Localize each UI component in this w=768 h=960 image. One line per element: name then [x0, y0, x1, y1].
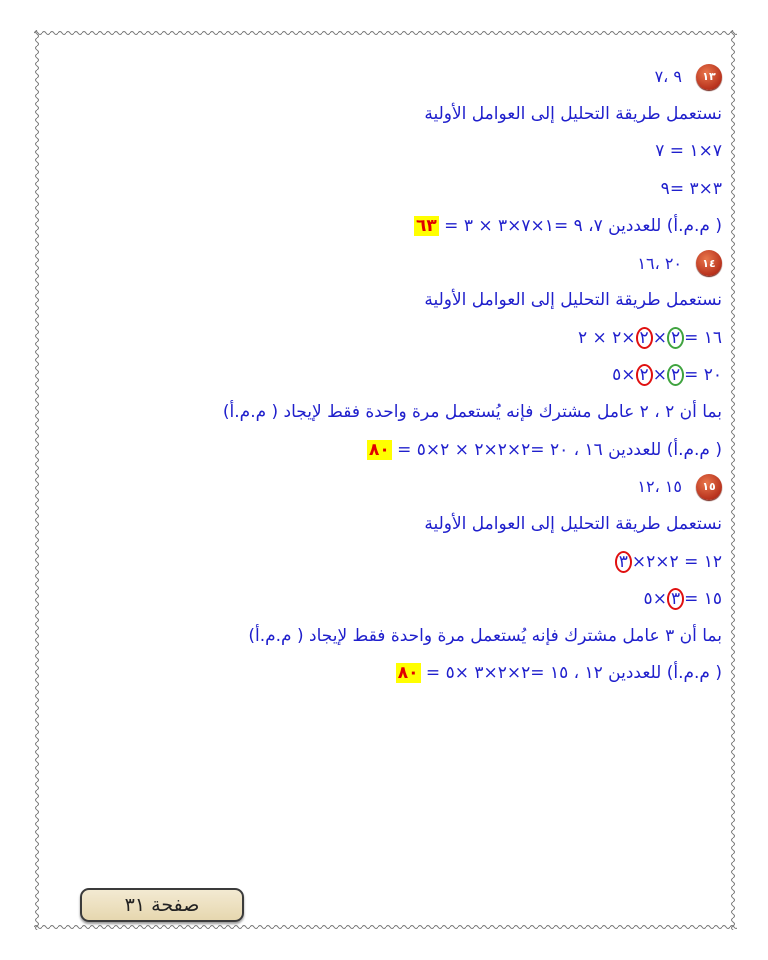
- problem-13-header: [46, 58, 722, 95]
- factorization-line: ٢٠ = ٢ × ٢ ×٥: [612, 365, 722, 386]
- method-text: نستعمل طريقة التحليل إلى العوامل الأولية: [424, 290, 722, 311]
- number-pair: ٩ ،٧: [654, 67, 682, 87]
- lcm-result-line: ( م.م.أ) للعددين ١٢ ، ١٥ = ٢×٢×٣ ×٥ = ٨٠: [397, 663, 722, 684]
- factorization-text: ٧×١ = ٧: [655, 141, 722, 162]
- factorization-left: ٢٠ =: [684, 365, 722, 386]
- problem-14-header: [46, 244, 722, 281]
- factorization-line: [46, 170, 722, 207]
- lcm-result-prefix: ( م.م.أ) للعددين ٧، ٩ =: [553, 215, 722, 236]
- problem-15-header: [46, 468, 722, 505]
- lcm-result-prefix: ( م.م.أ) للعددين ١٦ ، ٢٠ =: [530, 439, 722, 460]
- lcm-result-expression: ٢×٢×٣ ×٥: [445, 663, 531, 684]
- method-line: [46, 506, 722, 543]
- lcm-answer: ٦٣: [415, 215, 437, 236]
- note-text: بما أن ٣ عامل مشترك فإنه يُستعمل مرة واحدة فقط لإيجاد ( م.م.أ): [248, 626, 722, 647]
- factorization-right: ×٥: [612, 365, 636, 386]
- lcm-result-prefix: ( م.م.أ) للعددين ١٢ ، ١٥ =: [530, 663, 722, 684]
- lcm-result-line: ( م.م.أ) للعددين ١٦ ، ٢٠ = ٢×٢×٢ × ٢×٥ = ٨٠: [368, 439, 722, 460]
- circled-common-factor: ٣: [615, 551, 632, 573]
- problem-number-badge: ١٥: [696, 474, 722, 500]
- lcm-answer: ٨٠: [397, 663, 419, 684]
- circled-common-factor: ٢: [667, 364, 684, 386]
- lcm-answer: ٨٠: [368, 439, 390, 460]
- factorization-line: ١٦ = ٢ × ٢ ×٢ × ٢: [577, 327, 722, 348]
- factorization-right: ×٥: [643, 588, 667, 609]
- lcm-result-line: ( م.م.أ) للعددين ٧، ٩ = ١×٧×٣ × ٣ = ٦٣: [415, 215, 722, 236]
- common-factor-note: [46, 394, 722, 431]
- method-line: [46, 282, 722, 319]
- page-number-label: صفحة ٣١: [124, 894, 200, 916]
- factorization-left: ١٥ =: [684, 588, 722, 609]
- page-number-box: [80, 888, 244, 922]
- circled-common-factor: ٢: [667, 327, 684, 349]
- factorization-text: ٣×٣ =٩: [660, 178, 722, 199]
- circled-common-factor: ٣: [667, 588, 684, 610]
- solutions-content: [46, 58, 722, 692]
- factorization-line: [46, 543, 722, 580]
- factorization-right: ×٢ × ٢: [577, 327, 636, 348]
- circled-common-factor: ٢: [636, 364, 653, 386]
- lcm-result-expression: ١×٧×٣ × ٣: [463, 215, 554, 236]
- method-text: نستعمل طريقة التحليل إلى العوامل الأولية: [424, 514, 722, 535]
- problem-number-badge: ١٣: [696, 64, 722, 90]
- common-factor-note: [46, 617, 722, 654]
- number-pair: ١٥ ،١٢: [637, 477, 682, 497]
- number-pair: ٢٠ ،١٦: [637, 253, 682, 273]
- factorization-line: [46, 580, 722, 617]
- factorization-line: [46, 133, 722, 170]
- method-text: نستعمل طريقة التحليل إلى العوامل الأولية: [424, 103, 722, 124]
- factorization-left: ١٢ = ٢×٢×: [631, 551, 722, 572]
- circled-common-factor: ٢: [636, 327, 653, 349]
- lcm-result-expression: ٢×٢×٢ × ٢×٥: [416, 439, 531, 460]
- method-line: [46, 95, 722, 132]
- factorization-left: ١٦ =: [684, 327, 722, 348]
- problem-number-badge: ١٤: [696, 250, 722, 276]
- note-text: بما أن ٢ ، ٢ عامل مشترك فإنه يُستعمل مرة واحدة فقط لإيجاد ( م.م.أ): [222, 402, 722, 423]
